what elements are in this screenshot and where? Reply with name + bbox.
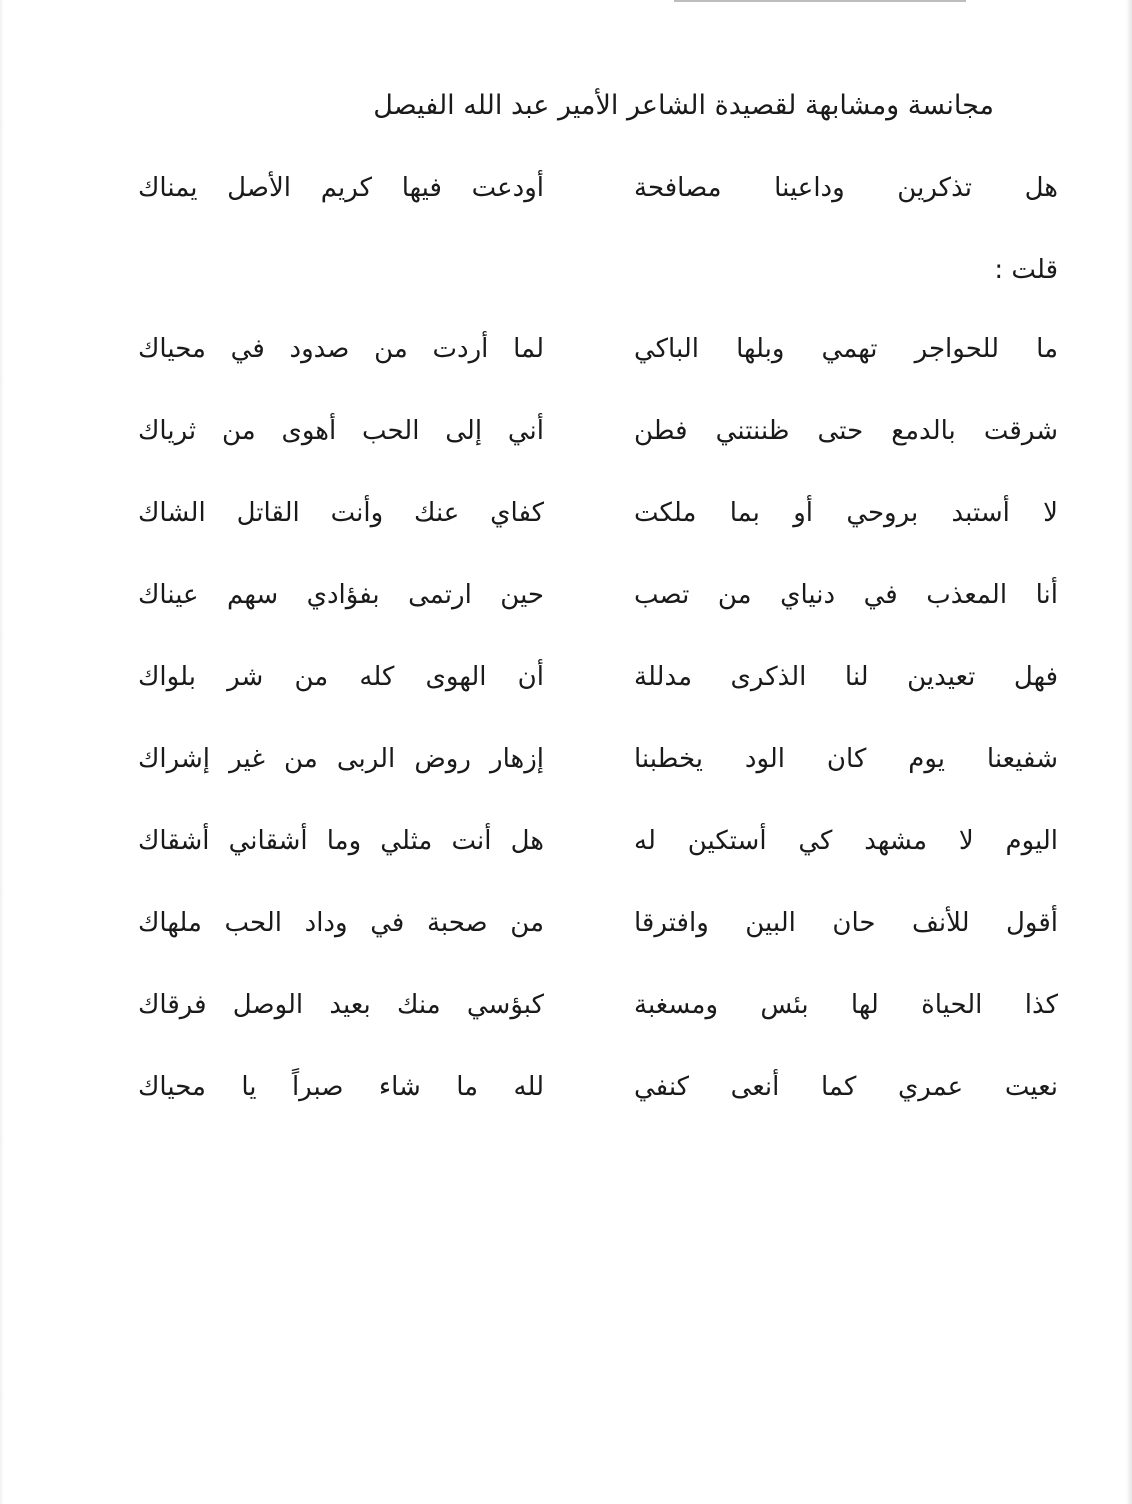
note-label: قلت :: [994, 255, 1058, 285]
verse-4-second-hemistich: حين ارتمى بفؤادي سهم عيناك: [138, 580, 544, 610]
top-rule: [674, 0, 966, 2]
verse-5-first-hemistich: فهل تعيدين لنا الذكرى مدللة: [634, 662, 1058, 692]
verse-9-first-hemistich: كذا الحياة لها بئس ومسغبة: [634, 990, 1058, 1020]
page-left-shadow: [0, 0, 4, 1504]
verse-10-second-hemistich: لله ما شاء صبراً يا محياك: [138, 1072, 544, 1102]
verse-8-second-hemistich: من صحبة في وداد الحب ملهاك: [138, 908, 544, 938]
opening-verse-first-hemistich: هل تذكرين وداعينا مصافحة: [634, 173, 1058, 203]
page-right-edge: [1126, 0, 1132, 1504]
verse-6-second-hemistich: إزهار روض الربى من غير إشراك: [138, 744, 544, 774]
verse-5-second-hemistich: أن الهوى كله من شر بلواك: [138, 662, 544, 692]
verse-3-second-hemistich: كفاي عنك وأنت القاتل الشاك: [138, 498, 544, 528]
verse-3-first-hemistich: لا أستبد بروحي أو بما ملكت: [634, 498, 1058, 528]
verse-1-second-hemistich: لما أردت من صدود في محياك: [138, 334, 544, 364]
verse-2-first-hemistich: شرقت بالدمع حتى ظننتني فطن: [634, 416, 1058, 446]
poem-title: مجانسة ومشابهة لقصيدة الشاعر الأمير عبد الله الفيصل: [373, 90, 994, 121]
verse-6-first-hemistich: شفيعنا يوم كان الود يخطبنا: [634, 744, 1058, 774]
verse-7-second-hemistich: هل أنت مثلي وما أشقاني أشقاك: [138, 826, 544, 856]
verse-8-first-hemistich: أقول للأنف حان البين وافترقا: [634, 908, 1058, 938]
verse-10-first-hemistich: نعيت عمري كما أنعى كنفي: [634, 1072, 1058, 1102]
verse-1-first-hemistich: ما للحواجر تهمي وبلها الباكي: [634, 334, 1058, 364]
verse-9-second-hemistich: كبؤسي منك بعيد الوصل فرقاك: [138, 990, 544, 1020]
opening-verse-second-hemistich: أودعت فيها كريم الأصل يمناك: [138, 173, 544, 203]
verse-7-first-hemistich: اليوم لا مشهد كي أستكين له: [634, 826, 1058, 856]
verse-2-second-hemistich: أني إلى الحب أهوى من ثرياك: [138, 416, 544, 446]
verse-4-first-hemistich: أنا المعذب في دنياي من تصب: [634, 580, 1058, 610]
